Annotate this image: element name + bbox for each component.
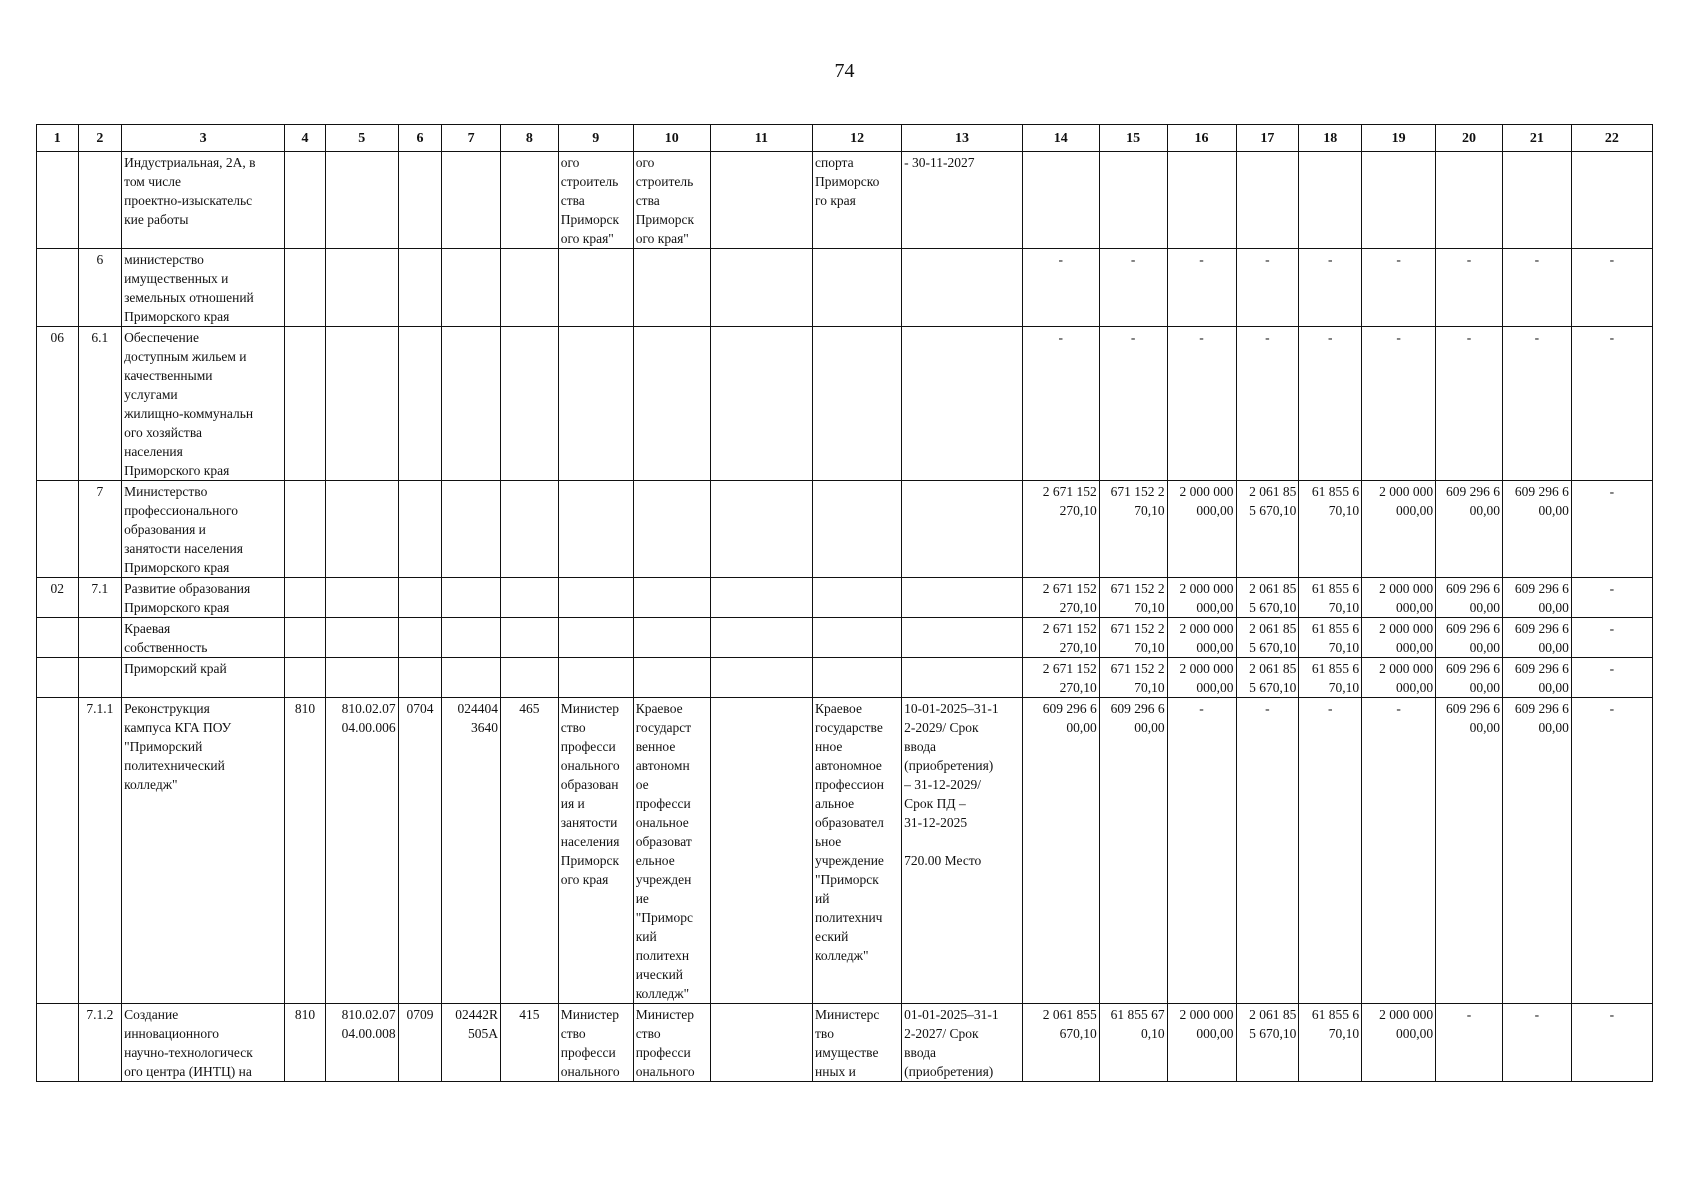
cell-col-22: - — [1571, 327, 1652, 481]
cell-col-11 — [710, 249, 812, 327]
cell-col-15: 671 152 2 70,10 — [1099, 481, 1167, 578]
cell-col-21: 609 296 6 00,00 — [1502, 481, 1571, 578]
cell-col-7 — [442, 618, 501, 658]
cell-col-20: - — [1436, 1004, 1503, 1082]
cell-col-14: 2 671 152 270,10 — [1022, 658, 1099, 698]
cell-col-6 — [398, 249, 442, 327]
cell-col-6: 0704 — [398, 698, 442, 1004]
column-number-15: 15 — [1099, 125, 1167, 152]
cell-col-15 — [1099, 152, 1167, 249]
cell-col-7: 024404 3640 — [442, 698, 501, 1004]
cell-col-2: 7.1.2 — [78, 1004, 122, 1082]
cell-col-19: 2 000 000 000,00 — [1362, 618, 1436, 658]
table-row — [37, 658, 1653, 698]
cell-col-17 — [1236, 152, 1299, 249]
cell-col-2 — [78, 658, 122, 698]
cell-col-17: 2 061 85 5 670,10 — [1236, 658, 1299, 698]
cell-col-9 — [558, 327, 633, 481]
cell-col-16: 2 000 000 000,00 — [1167, 1004, 1236, 1082]
cell-col-13 — [902, 618, 1023, 658]
cell-col-8: 415 — [500, 1004, 558, 1082]
cell-col-14: - — [1022, 327, 1099, 481]
cell-col-11 — [710, 481, 812, 578]
cell-col-1 — [37, 249, 79, 327]
cell-col-4: 810 — [285, 1004, 326, 1082]
cell-col-4 — [285, 578, 326, 618]
cell-col-19: 2 000 000 000,00 — [1362, 658, 1436, 698]
column-number-18: 18 — [1299, 125, 1362, 152]
cell-col-7: 02442R 505А — [442, 1004, 501, 1082]
cell-col-9: ого строитель ства Приморск ого края" — [558, 152, 633, 249]
cell-col-10 — [633, 481, 710, 578]
cell-col-1 — [37, 658, 79, 698]
cell-col-7 — [442, 249, 501, 327]
cell-col-10: Министер ство професси онального — [633, 1004, 710, 1082]
table-row — [37, 618, 1653, 658]
cell-col-5 — [325, 618, 398, 658]
cell-col-6 — [398, 658, 442, 698]
column-number-6: 6 — [398, 125, 442, 152]
cell-col-2: 7.1 — [78, 578, 122, 618]
cell-col-15: 609 296 6 00,00 — [1099, 698, 1167, 1004]
cell-col-1 — [37, 1004, 79, 1082]
cell-col-3: Обеспечение доступным жильем и качественными услугами жилищно-коммунальн ого хозяйства населения Приморского края — [122, 327, 285, 481]
cell-col-1 — [37, 152, 79, 249]
column-number-21: 21 — [1502, 125, 1571, 152]
cell-col-9 — [558, 249, 633, 327]
cell-col-21: 609 296 6 00,00 — [1502, 698, 1571, 1004]
cell-col-15: 671 152 2 70,10 — [1099, 658, 1167, 698]
budget-table — [36, 124, 1653, 1082]
cell-col-16 — [1167, 152, 1236, 249]
cell-col-8 — [500, 658, 558, 698]
cell-col-2: 7 — [78, 481, 122, 578]
cell-col-9 — [558, 658, 633, 698]
cell-col-20: - — [1436, 249, 1503, 327]
cell-col-5: 810.02.07 04.00.006 — [325, 698, 398, 1004]
cell-col-13 — [902, 249, 1023, 327]
column-number-3: 3 — [122, 125, 285, 152]
cell-col-5 — [325, 658, 398, 698]
cell-col-16: 2 000 000 000,00 — [1167, 578, 1236, 618]
cell-col-13 — [902, 327, 1023, 481]
cell-col-11 — [710, 1004, 812, 1082]
cell-col-7 — [442, 658, 501, 698]
cell-col-19: 2 000 000 000,00 — [1362, 578, 1436, 618]
cell-col-7 — [442, 327, 501, 481]
cell-col-14: 2 671 152 270,10 — [1022, 618, 1099, 658]
cell-col-18: 61 855 6 70,10 — [1299, 658, 1362, 698]
cell-col-12: Министерс тво имуществе нных и — [813, 1004, 902, 1082]
cell-col-13: - 30-11-2027 — [902, 152, 1023, 249]
cell-col-13 — [902, 578, 1023, 618]
column-number-7: 7 — [442, 125, 501, 152]
cell-col-10 — [633, 327, 710, 481]
cell-col-19 — [1362, 152, 1436, 249]
cell-col-16: 2 000 000 000,00 — [1167, 618, 1236, 658]
cell-col-7 — [442, 152, 501, 249]
cell-col-3: Создание инновационного научно-технологическ ого центра (ИНТЦ) на — [122, 1004, 285, 1082]
cell-col-20: 609 296 6 00,00 — [1436, 698, 1503, 1004]
cell-col-6 — [398, 152, 442, 249]
cell-col-11 — [710, 658, 812, 698]
cell-col-8 — [500, 152, 558, 249]
column-number-11: 11 — [710, 125, 812, 152]
cell-col-7 — [442, 578, 501, 618]
cell-col-15: - — [1099, 327, 1167, 481]
column-number-12: 12 — [813, 125, 902, 152]
cell-col-18: - — [1299, 249, 1362, 327]
cell-col-3: Министерство профессионального образования и занятости населения Приморского края — [122, 481, 285, 578]
cell-col-12 — [813, 481, 902, 578]
cell-col-18: - — [1299, 698, 1362, 1004]
cell-col-17: - — [1236, 327, 1299, 481]
cell-col-18: - — [1299, 327, 1362, 481]
cell-col-13: 01-01-2025–31-1 2-2027/ Срок ввода (приобретения) — [902, 1004, 1023, 1082]
table-row — [37, 578, 1653, 618]
cell-col-19: 2 000 000 000,00 — [1362, 481, 1436, 578]
cell-col-1 — [37, 481, 79, 578]
cell-col-9: Министер ство професси онального — [558, 1004, 633, 1082]
cell-col-19: - — [1362, 327, 1436, 481]
cell-col-13 — [902, 481, 1023, 578]
cell-col-21: 609 296 6 00,00 — [1502, 658, 1571, 698]
cell-col-8 — [500, 618, 558, 658]
column-number-19: 19 — [1362, 125, 1436, 152]
cell-col-21: 609 296 6 00,00 — [1502, 618, 1571, 658]
cell-col-3: министерство имущественных и земельных отношений Приморского края — [122, 249, 285, 327]
cell-col-15: 671 152 2 70,10 — [1099, 618, 1167, 658]
cell-col-18 — [1299, 152, 1362, 249]
cell-col-5: 810.02.07 04.00.008 — [325, 1004, 398, 1082]
cell-col-17: 2 061 85 5 670,10 — [1236, 481, 1299, 578]
column-number-16: 16 — [1167, 125, 1236, 152]
cell-col-3: Приморский край — [122, 658, 285, 698]
cell-col-3: Краевая собственность — [122, 618, 285, 658]
cell-col-11 — [710, 698, 812, 1004]
cell-col-14: 609 296 6 00,00 — [1022, 698, 1099, 1004]
cell-col-10: ого строитель ства Приморск ого края" — [633, 152, 710, 249]
column-number-4: 4 — [285, 125, 326, 152]
cell-col-18: 61 855 6 70,10 — [1299, 578, 1362, 618]
cell-col-4: 810 — [285, 698, 326, 1004]
cell-col-7 — [442, 481, 501, 578]
cell-col-9 — [558, 618, 633, 658]
cell-col-12 — [813, 249, 902, 327]
cell-col-5 — [325, 152, 398, 249]
cell-col-5 — [325, 327, 398, 481]
cell-col-8 — [500, 481, 558, 578]
column-number-20: 20 — [1436, 125, 1503, 152]
cell-col-2: 7.1.1 — [78, 698, 122, 1004]
cell-col-19: 2 000 000 000,00 — [1362, 1004, 1436, 1082]
cell-col-17: - — [1236, 698, 1299, 1004]
cell-col-4 — [285, 249, 326, 327]
cell-col-22: - — [1571, 618, 1652, 658]
cell-col-3: Реконструкция кампуса КГА ПОУ "Приморский политехнический колледж" — [122, 698, 285, 1004]
cell-col-15: 61 855 67 0,10 — [1099, 1004, 1167, 1082]
cell-col-2: 6.1 — [78, 327, 122, 481]
cell-col-10 — [633, 618, 710, 658]
cell-col-12: Краевое государстве нное автономное профессион альное образовател ьное учреждение "Приморск ий политехнич еский колледж" — [813, 698, 902, 1004]
cell-col-19: - — [1362, 249, 1436, 327]
cell-col-2: 6 — [78, 249, 122, 327]
cell-col-20: 609 296 6 00,00 — [1436, 578, 1503, 618]
table-row — [37, 481, 1653, 578]
cell-col-9 — [558, 578, 633, 618]
cell-col-1 — [37, 698, 79, 1004]
cell-col-8 — [500, 249, 558, 327]
cell-col-11 — [710, 618, 812, 658]
cell-col-11 — [710, 327, 812, 481]
cell-col-15: - — [1099, 249, 1167, 327]
page-number: 74 — [834, 60, 855, 82]
cell-col-1 — [37, 618, 79, 658]
column-number-10: 10 — [633, 125, 710, 152]
cell-col-16: 2 000 000 000,00 — [1167, 481, 1236, 578]
table-row — [37, 152, 1653, 249]
cell-col-16: - — [1167, 327, 1236, 481]
table-row — [37, 249, 1653, 327]
cell-col-1: 06 — [37, 327, 79, 481]
cell-col-3: Развитие образования Приморского края — [122, 578, 285, 618]
cell-col-12: спорта Приморско го края — [813, 152, 902, 249]
cell-col-22: - — [1571, 1004, 1652, 1082]
cell-col-4 — [285, 618, 326, 658]
cell-col-10 — [633, 658, 710, 698]
cell-col-13 — [902, 658, 1023, 698]
cell-col-5 — [325, 481, 398, 578]
cell-col-22 — [1571, 152, 1652, 249]
cell-col-20: - — [1436, 327, 1503, 481]
cell-col-4 — [285, 481, 326, 578]
cell-col-15: 671 152 2 70,10 — [1099, 578, 1167, 618]
column-number-14: 14 — [1022, 125, 1099, 152]
cell-col-21: - — [1502, 1004, 1571, 1082]
cell-col-17: - — [1236, 249, 1299, 327]
cell-col-6: 0709 — [398, 1004, 442, 1082]
table-row — [37, 1004, 1653, 1082]
cell-col-12 — [813, 618, 902, 658]
cell-col-17: 2 061 85 5 670,10 — [1236, 578, 1299, 618]
cell-col-3: Индустриальная, 2А, в том числе проектно-изыскательс кие работы — [122, 152, 285, 249]
cell-col-4 — [285, 658, 326, 698]
cell-col-14: 2 671 152 270,10 — [1022, 578, 1099, 618]
column-number-8: 8 — [500, 125, 558, 152]
cell-col-20: 609 296 6 00,00 — [1436, 658, 1503, 698]
cell-col-14: 2 671 152 270,10 — [1022, 481, 1099, 578]
cell-col-4 — [285, 152, 326, 249]
cell-col-5 — [325, 249, 398, 327]
cell-col-21: - — [1502, 249, 1571, 327]
cell-col-14: 2 061 855 670,10 — [1022, 1004, 1099, 1082]
cell-col-22: - — [1571, 249, 1652, 327]
cell-col-9: Министер ство професси онального образован ия и занятости населения Приморск ого края — [558, 698, 633, 1004]
cell-col-2 — [78, 618, 122, 658]
cell-col-10: Краевое государст венное автономн ое професси ональное образоват ельное учрежден ие "Приморс кий политехн ический колледж" — [633, 698, 710, 1004]
cell-col-6 — [398, 327, 442, 481]
cell-col-13: 10-01-2025–31-1 2-2029/ Срок ввода (приобретения) – 31-12-2029/ Срок ПД – 31-12-2025 720.00 Место — [902, 698, 1023, 1004]
cell-col-8 — [500, 578, 558, 618]
cell-col-12 — [813, 578, 902, 618]
column-number-13: 13 — [902, 125, 1023, 152]
cell-col-20 — [1436, 152, 1503, 249]
cell-col-8: 465 — [500, 698, 558, 1004]
column-number-22: 22 — [1571, 125, 1652, 152]
column-number-1: 1 — [37, 125, 79, 152]
cell-col-22: - — [1571, 658, 1652, 698]
cell-col-5 — [325, 578, 398, 618]
cell-col-21 — [1502, 152, 1571, 249]
cell-col-11 — [710, 578, 812, 618]
cell-col-9 — [558, 481, 633, 578]
cell-col-17: 2 061 85 5 670,10 — [1236, 1004, 1299, 1082]
cell-col-19: - — [1362, 698, 1436, 1004]
cell-col-11 — [710, 152, 812, 249]
cell-col-16: - — [1167, 698, 1236, 1004]
cell-col-16: 2 000 000 000,00 — [1167, 658, 1236, 698]
cell-col-6 — [398, 481, 442, 578]
cell-col-16: - — [1167, 249, 1236, 327]
cell-col-4 — [285, 327, 326, 481]
cell-col-6 — [398, 578, 442, 618]
cell-col-21: - — [1502, 327, 1571, 481]
cell-col-22: - — [1571, 578, 1652, 618]
table-row — [37, 327, 1653, 481]
cell-col-18: 61 855 6 70,10 — [1299, 1004, 1362, 1082]
column-number-5: 5 — [325, 125, 398, 152]
cell-col-8 — [500, 327, 558, 481]
cell-col-1: 02 — [37, 578, 79, 618]
cell-col-18: 61 855 6 70,10 — [1299, 618, 1362, 658]
cell-col-6 — [398, 618, 442, 658]
cell-col-22: - — [1571, 698, 1652, 1004]
cell-col-22: - — [1571, 481, 1652, 578]
cell-col-17: 2 061 85 5 670,10 — [1236, 618, 1299, 658]
cell-col-14 — [1022, 152, 1099, 249]
cell-col-12 — [813, 327, 902, 481]
cell-col-21: 609 296 6 00,00 — [1502, 578, 1571, 618]
cell-col-12 — [813, 658, 902, 698]
cell-col-10 — [633, 249, 710, 327]
column-number-17: 17 — [1236, 125, 1299, 152]
cell-col-14: - — [1022, 249, 1099, 327]
cell-col-10 — [633, 578, 710, 618]
cell-col-20: 609 296 6 00,00 — [1436, 618, 1503, 658]
cell-col-2 — [78, 152, 122, 249]
column-number-2: 2 — [78, 125, 122, 152]
column-number-row — [37, 125, 1653, 152]
cell-col-18: 61 855 6 70,10 — [1299, 481, 1362, 578]
column-number-9: 9 — [558, 125, 633, 152]
table-row — [37, 698, 1653, 1004]
cell-col-20: 609 296 6 00,00 — [1436, 481, 1503, 578]
